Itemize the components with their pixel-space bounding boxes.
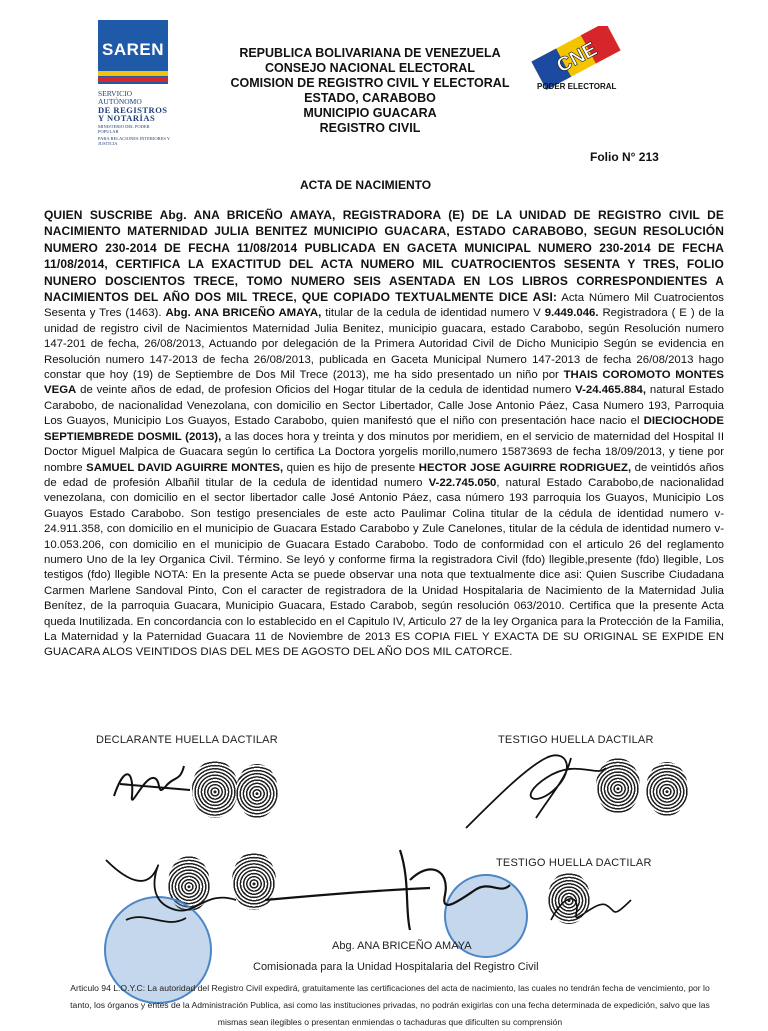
folio-number: Folio N° 213 [590,150,659,164]
declarante-label: DECLARANTE HUELLA DACTILAR [96,734,278,746]
testigo-1-signature-stroke [466,755,606,828]
document-header [200,46,540,136]
legal-footnote: Articulo 94 L.O.Y.C: La autoridad del Registro Civil expedirá, gratuitamente las certificaciones del acta de nacimiento, las cuales no tendrán fecha de vencimiento, por lo tanto, los órganos y entes de la Administración Publica, asi como las instituciones privadas, no podrán exigirlas con una fecha determinada de expedición, salvo que las mismas sean ilegibles o presentan enmiendas o tachaduras que dificulten su comprensión [70,983,710,1027]
saren-sub-line3: Y NOTARÍAS [98,113,156,123]
body-text-1: Acta Número Mil Cuatrocientos Sesenta y Tres (1463). [44,292,724,320]
document-body [44,208,724,661]
saren-stripe-yellow [98,71,168,76]
body-text-6: a las doces hora y treinta y dos minutos por meridiem, en el servicio de maternidad del Hospital II Doctor Miguel Malpica de Guacara según lo certifica La Doctora yorgelis morillo,numero 15873693 de fecha 18/09/2013, y tiene por nombre [44,430,724,474]
cne-label: PODER ELECTORAL [537,82,617,91]
document-title: ACTA DE NACIMIENTO [300,178,432,192]
header-line-4: ESTADO, CARABOBO [304,91,436,105]
header-line-5: MUNICIPIO GUACARA [303,106,437,120]
body-intro: QUIEN SUSCRIBE Abg. ANA BRICEÑO AMAYA, REGISTRADORA (E) DE LA UNIDAD DE REGISTRO CIVIL DE NACIMIENTO MATERNIDAD JULIA BENITEZ MUNICIPIO GUACARA, ESTADO CARABOBO, SEGUN RESOLUCIÓN NUMERO 230-2014 DE FECHA 11/08/2014 PUBLICADA EN GACETA MUNICIPAL NUMERO 230-2014 DE FECHA 11/08/2014, CERTIFICA LA EXACTITUD DEL ACTA NUMERO MIL CUATROCIENTOS SESENTA Y TRES, FOLIO NUNERO DOSCIENTOS TRECE, TOMO NUMERO SEIS ASENTADA EN LOS LIBROS CORRESPONDIENTES A NACIMIENTOS DEL AÑO DOS MIL TRECE, QUE COPIADO TEXTUALMENTE DICE ASI: [44,208,724,305]
cne-logo-text: CNE [553,38,601,78]
body-text-7: quien es hijo de presente [283,461,419,474]
official-signature-stroke [265,850,510,930]
saren-sub-line4: MINISTERIO DEL PODER POPULAR [98,124,150,134]
official-name: Abg. ANA BRICEÑO AMAYA [332,940,472,952]
mother-name: THAIS COROMOTO MONTES VEGA [44,369,724,397]
body-text-3: Registradora ( E ) de la unidad de registro civil de Nacimientos Maternidad Julia Benitez, municipio guacara, estado Carabobo, según Resolución numero 147-201 de fecha, 26/08/2013, Actuando por delegación de la Primera Autoridad Civil de Dicho Municipio Según se evidencia en Resolución numero 147-2013 de fecha 26/08/2013, publicada en Gaceta Municipal Numero 147-2013 de fecha 26/08/2013 hago constar que hoy (19) de Septiembre de Dos Mil Trece (2013), me ha sido presentado un niño por [44,307,725,382]
testigo-2-signature-stroke [106,860,236,922]
body-text-4: de veinte años de edad, de profesion Oficios del Hogar titular de la cedula de identidad numero [76,384,576,397]
testigo-2-label: TESTIGO HUELLA DACTILAR [496,857,652,869]
testigo-1-fingerprint-2 [646,762,688,816]
declarante-fingerprint-2 [236,764,278,818]
father-name: HECTOR JOSE AGUIRRE RODRIGUEZ, [418,461,632,474]
saren-emblem [98,20,168,84]
body-text-8: de veintidós años de edad de profesión Albañil titular de la cedula de identidad numero [44,461,724,489]
saren-sub-line2: DE REGISTROS [98,105,168,115]
mother-id: V-24.465.884, [575,384,647,397]
child-name: SAMUEL DAVID AGUIRRE MONTES, [86,461,284,474]
declarante-signature [104,756,204,816]
saren-sub-line1: SERVICIO AUTÓNOMO [98,89,142,106]
testigo-1-signature [456,738,616,838]
saren-stripe-red [98,77,168,82]
body-text-9: , natural Estado Carabobo,de nacionalidad venezolana, con domicilio en el sector libertador calle José Antonio Páez, casa número 193 parroquia los Guayos, Municipio Los Guayos Estado Carabobo. Son testigo presenciales de este acto Paulimar Colina titular de la cédula de identidad numero v- 24.911.358, con domicilio en el municipio de Guacara Estado Carabobo y Zule Canelones, titular de la cédula de identidad numero v- 10.053.206, con domicilio en el municipio de Guacara Estado Carabobo. Todo de conformidad con el articulo 26 del reglamento numero Uno de la ley Organica Civil. Término. Se leyó y conforme firma la registradora Civil (fdo) llegible,presente (fdo) llegible, Los testigos (fdo) llegible NOTA: En la presente Acta se puede observar una nota que textualmente dice asi: Quien Suscribe Ciudadana Carmen Marlene Sandoval Pinto, Con el caracter de registradora de la Unidad Hospitalaria de Nacimiento de la Maternidad Julia Benítez, de la parroquia Guacara, Municipio Guacara, Estado Carabob, según resolución 063/2010. Certifica que la presente Acta queda Inutilizada. En concordancia con lo establecido en el Capitulo IV, Articulo 27 de la ley Organica para la Protección de la Familia, La Maternidad y la Paternidad Guacara 11 de Noviembre de 2013 ES COPIA FIEL Y EXACTA DE SU ORIGINAL SE EXPIDE EN GUACARA ALOS VEINTIDOS DIAS DEL MES DE AGOSTO DEL AÑO DOS MIL CATORCE. [44,476,724,659]
registrar-name: Abg. ANA BRICEÑO AMAYA, [165,307,322,320]
body-text-2: titular de la cedula de identidad numero V [321,307,545,320]
testigo-2-signature [96,840,256,940]
saren-sub-line5: PARA RELACIONES INTERIORES Y JUSTICIA [98,136,170,146]
header-line-2: CONSEJO NACIONAL ELECTORAL [265,61,475,75]
official-role: Comisionada para la Unidad Hospitalaria del Registro Civil [253,961,539,973]
saren-subtitle [98,90,170,146]
header-line-3: COMISION DE REGISTRO CIVIL Y ELECTORAL [230,76,510,90]
header-line-1: REPUBLICA BOLIVARIANA DE VENEZUELA [239,46,501,60]
registrar-id: 9.449.046. [544,307,599,320]
declarante-signature-stroke [114,766,190,800]
testigo-3-signature [546,880,636,930]
father-id: V-22.745.050 [428,476,497,489]
official-signature [260,840,520,940]
body-text-5: natural Estado Carabobo, de nacionalidad Venezolana, con domicilio en Sector Libertador, Calle Jose Antonio Páez, Casa Numero 193, Parroquia Los Guayos, Municipio Los Guayos, Estado Carabobo, quien manifestó que el niño con presentación hace nacio el [44,384,725,428]
testigo-1-label: TESTIGO HUELLA DACTILAR [498,734,654,746]
saren-logo [98,20,170,150]
testigo-3-signature-stroke [551,899,631,920]
birth-date: DIECIOCHODE SEPTIEMBREDE DOSMIL (2013), [44,415,724,443]
header-line-6: REGISTRO CIVIL [319,121,421,135]
saren-logo-text: SAREN [101,40,164,59]
